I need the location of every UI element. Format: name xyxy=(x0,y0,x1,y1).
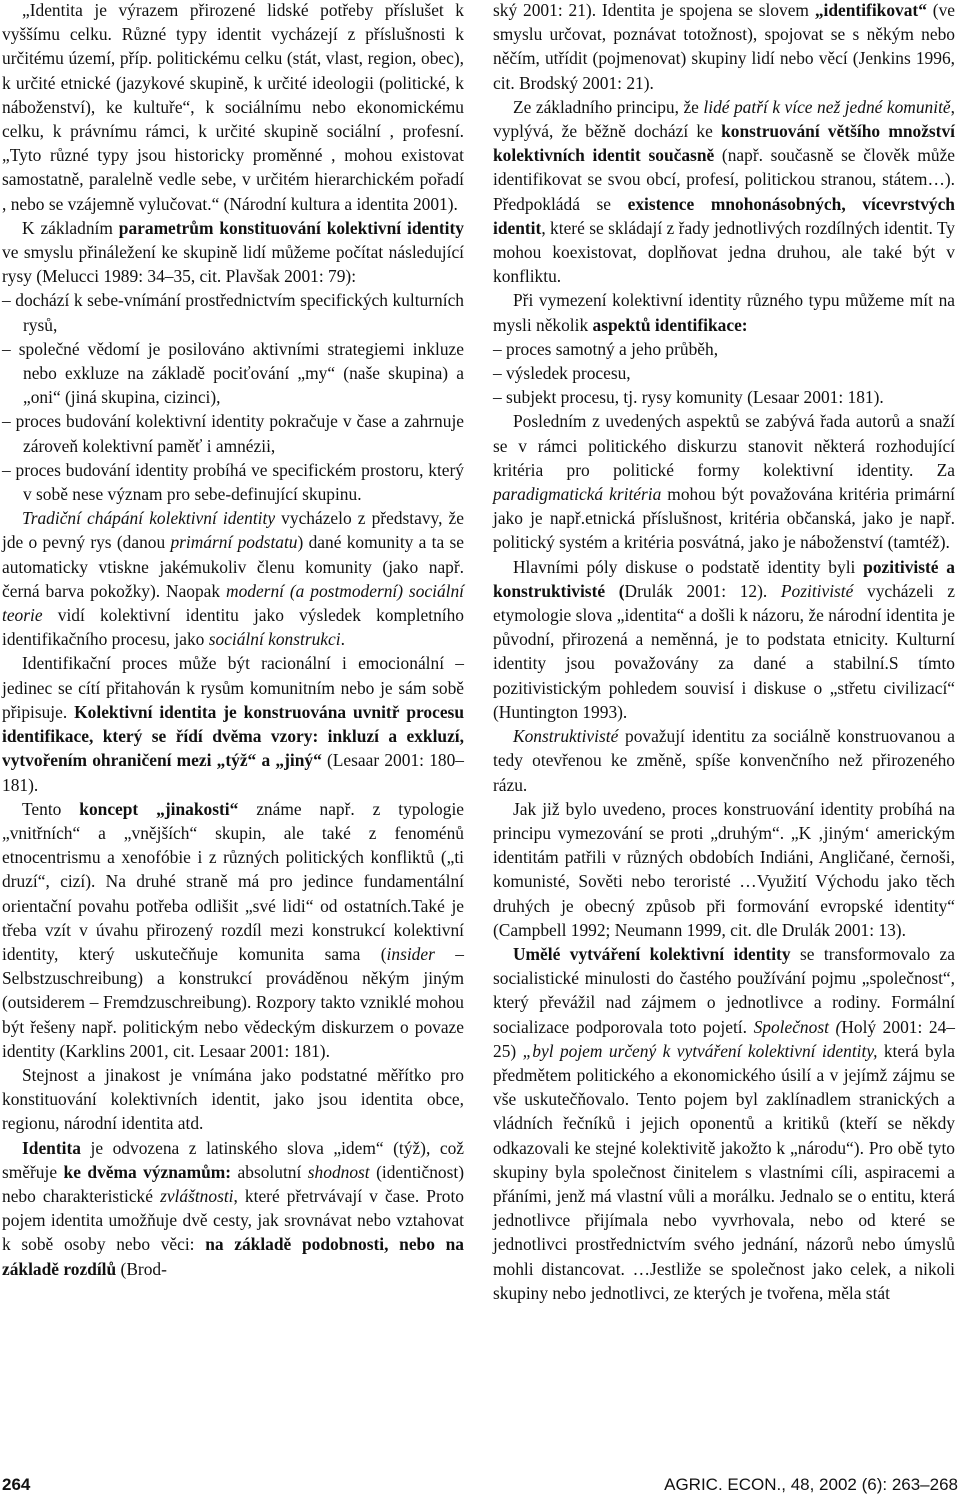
bold-term: ke dvěma významům: xyxy=(63,1161,232,1182)
bold-term: „identifikovat“ xyxy=(814,0,927,20)
italic-term: primární podstatu xyxy=(170,532,298,553)
paragraph xyxy=(2,651,464,796)
italic-term: lidé patří k více než jedné komunitě xyxy=(703,96,951,117)
bold-term: pozitivisté a konstruktivisté ( xyxy=(493,556,955,601)
list-item: – proces samotný a jeho průběh, xyxy=(493,338,719,359)
paragraph xyxy=(493,95,955,289)
text-span: vycházelo z představy, že jde o pevný rys (danou xyxy=(2,508,464,553)
list-item: – subjekt procesu, tj. rysy komunity (Lesaar 2001: 181). xyxy=(493,387,884,408)
paragraph xyxy=(493,555,955,724)
text-span: je odvozena z latinského slova „idem“ (týž), což směřuje xyxy=(2,1137,464,1182)
bold-term: parametrům konstituování kolektivní identity xyxy=(118,217,464,238)
italic-term: shodnost xyxy=(307,1161,370,1182)
paragraph xyxy=(493,942,955,1305)
page-number: 264 xyxy=(2,1475,31,1494)
bold-term: Kolektivní identita je konstruována uvnitř procesu identifikace, který se řídí dvěma vzory: inkluzí a exkluzí, vytvořením ohraničení mezi „týž“ a „jiný“ xyxy=(2,701,464,771)
text-span: – Selbstzuschreibung) a konstrukcí prováděnou někým jiným (outsiderem – Fremdzuschreibung). Rozpory takto vzniklé mohou být řešeny např. politickým nebo vědeckým diskurzem o povaze identity (Karklins 2001, cit. Lesaar 2001: 181). xyxy=(2,943,464,1061)
text-span: Hlavními póly diskuse o podstatě identity byli xyxy=(513,556,864,577)
text-span: Ze základního principu, že xyxy=(513,96,704,117)
right-column xyxy=(493,0,955,1305)
italic-term: Konstruktivisté xyxy=(513,726,619,747)
list-item: – společné vědomí je posilováno aktivními strategiemi inkluze nebo exkluze na základě pociťování „my“ (naše skupina) a „oni“ (jiná skupina, cizinci), xyxy=(2,338,464,408)
list-item: – dochází k sebe-vnímání prostřednictvím specifických kulturních rysů, xyxy=(2,290,464,335)
italic-term: insider xyxy=(386,943,435,964)
italic-term: Tradiční chápání kolektivní identity xyxy=(22,508,276,529)
text-span: „Identita je výrazem přirozené lidské potřeby příslušet k vyššímu celku. Různé typy identit vycházejí z příslušnosti k určitému území, příp. politickému celku (stát, vlast, region, obec), k určité etnické (jazykové skupině, k určité ideologii (politické, k náboženství), ke kultuře“, k sociálnímu nebo ekonomickému celku, k právnímu rámci, k určité skupině sociální , profesní. „Tyto různé typy jsou historicky proměnné , mohou existovat samostatně, paralelně vedle sebe, v určitém hierarchickém pořadí , nebo se vzájemně vylučovat.“ (Národní kultura a identita 2001). xyxy=(2,0,464,214)
text-span: známe např. z typologie „vnitřních“ a „vnějších“ skupin, ale také z fenoménů etnocentrismu a xenofóbie i z různých politických konfliktů („ti druzí“, cizí). Na druhé straně má pro jedince fundamentální orientační povahu potřeba odlišit „své lidi“ od ostatních.Také je třeba vzít v úvahu přirozený rozdíl mezi konstrukcí kolektivní identity, který uskutečňuje komunita sama ( xyxy=(2,798,464,964)
italic-term: Pozitivisté xyxy=(780,580,854,601)
text-span: absolutní xyxy=(231,1161,308,1182)
bold-term: aspektů identifikace: xyxy=(592,314,748,335)
bold-term: Identita xyxy=(22,1137,81,1158)
text-span: . xyxy=(340,629,345,650)
text-span: považují identitu za sociálně konstruovanou a tedy otevřenou ke změně, spíše konvenčního než přirozeného rázu. xyxy=(493,726,955,795)
bold-term: koncept „jinakosti“ xyxy=(79,798,239,819)
paragraph xyxy=(493,409,955,554)
text-span: se transformovalo za socialistické minulosti do častého používání pojmu „společnost“, který převážil nad zájmem o jednotlivce a rodiny. Formální socializace podporovala toto pojetí. xyxy=(493,943,955,1037)
text-span: která byla předmětem politického a ekonomického úsilí a v jejímž zájmu se vše uskutečňovalo. Tento pojem byl zaklínadlem stranických a vládních řečníků i jejich oponentů a kritiků (kteří se někdy odkazovali ke stejné kolektivitě jakožto k „národu“). Pro obě tyto skupiny byla společnost činitelem s vlastními cíli, aspiracemi a přáními, jenž má vlastní vůli a morálku. Jednalo se o entitu, která jednotlivce přijímala nebo vyvrhovala, nebo od které se jednotlivci prostřednictvím svého jednání, názorů nebo úmyslů mohli distancovat. …Jestliže se společnost jako celek, a nikoli skupiny nebo jednotlivci, ze kterých je tvořena, měla stát xyxy=(493,1040,955,1303)
text-span: Drulák 2001: 12). xyxy=(624,580,781,601)
paragraph xyxy=(2,0,464,216)
text-span: ) dané komunity a ta se automaticky vtiskne jakémukoliv členu komunity (jako např. černá barva pokožky). Naopak xyxy=(2,532,464,601)
list-item: – proces budování identity probíhá ve specifickém prostoru, který v sobě nese význam pro sebe-definující skupinu. xyxy=(2,459,464,505)
text-span: mohou být považována kritéria primární jako je např.etnická příslušnost, kritéria občanská, jako je např. politický systém a kritéria posvátná, jako je náboženství (tamtéž). xyxy=(493,484,955,553)
text-span: , vyplývá, že běžně dochází ke xyxy=(493,96,955,142)
text-span: Holý 2001: 24–25) xyxy=(493,1016,955,1061)
italic-term: Společnost ( xyxy=(753,1016,842,1037)
text-span: ve smyslu přináležení ke skupině lidí můžeme počítat následující rysy (Melucci 1989: 34–35, cit. Plavšak 2001: 79): xyxy=(2,242,464,287)
italic-term: zvláštnosti xyxy=(160,1185,234,1206)
paragraph xyxy=(493,0,955,95)
text-span: vycházeli z etymologie slova „identita“ a došli k názoru, že národní identita je původní, přirozená a neměnná, je to podstata etnicity. Kulturní identity jsou považovány za dané a stabilní.S tímto pozitivistickým pohledem souvisí i diskuse o „střetu civilizací“ (Huntington 1993). xyxy=(493,580,955,722)
text-span: Tento xyxy=(22,798,80,819)
bold-term: konstruování většího množství kolektivních identit současně xyxy=(493,121,955,166)
text-span: Posledním z uvedených aspektů se zabývá řada autorů a snaží se v rámci politického diskurzu stanovit některá rozhodující kritéria pro politické formy kolektivní identity. Za xyxy=(493,411,955,480)
italic-term: moderní (a postmoderní) sociální teorie xyxy=(2,580,465,626)
text-span: (ve smyslu určovat, poznávat totožnost), spojovat se s někým nebo něčím, utřídit (pojmenovat) skupiny lidí nebo věcí (Jenkins 1996, cit. Brodský 2001: 21). xyxy=(493,0,956,93)
italic-term: paradigmatická kritéria xyxy=(493,484,662,505)
italic-term: „byl pojem určený k vytváření kolektivní identity, xyxy=(522,1040,878,1061)
text-span: vidí kolektivní identitu jako výsledek kompletního identifikačního procesu, jako xyxy=(2,605,464,650)
page-footer xyxy=(0,1475,960,1501)
journal-reference: AGRIC. ECON., 48, 2002 (6): 263–268 xyxy=(664,1475,958,1494)
paragraph: Stejnost a jinakost je vnímána jako podstatné měřítko pro konstituování kolektivních identit, jako jsou identita obce, regionu, národní identita atd. xyxy=(2,1064,464,1134)
paragraph xyxy=(2,216,464,289)
left-column xyxy=(2,0,464,1281)
paragraph xyxy=(493,288,955,336)
text-span: K základním xyxy=(22,217,119,238)
paragraph xyxy=(2,506,464,651)
text-span: (Brod- xyxy=(116,1258,167,1279)
bold-term: existence mnohonásobných, vícevrstvých identit xyxy=(493,193,955,238)
text-span: (identičnost) nebo charakteristické xyxy=(2,1161,464,1206)
text-span: , které přetrvávají v čase. Proto pojem identita umožňuje dvě cesty, jak srovnávat nebo vztahovat k sobě osoby nebo věci: xyxy=(2,1185,464,1255)
paragraph xyxy=(493,724,955,797)
italic-term: sociální konstrukci xyxy=(208,629,341,650)
paragraph xyxy=(2,1136,464,1281)
bold-term: Umělé vytváření kolektivní identity xyxy=(513,943,791,964)
text-span: (např. současně se člověk může identifikovat se svou obcí, profesí, politickou stranou, státem…). Předpokládá se xyxy=(493,145,956,214)
bold-term: na základě podobnosti, nebo na základě rozdílů xyxy=(2,1234,464,1279)
text-span: Identifikační proces může být racionální i emocionální – jedinec se cítí přitahován k rysům komunitním nebo je sám sobě připisuje. xyxy=(2,653,464,722)
paragraph: Jak již bylo uvedeno, proces konstruování identity probíhá na principu vymezování se proti „druhým“. „K ‚jiným‘ americkým identitám patřili v různých obdobích Indiáni, Angličané, černoši, komunisté, Sověti nebo teroristé …Využití Východu jako těch druhých je obecný způsob při formování evropské identity“ (Campbell 1992; Neumann 1999, cit. dle Drulák 2001: 13). xyxy=(493,798,955,940)
text-span: (Lesaar 2001: 180–181). xyxy=(2,750,464,795)
list-item: – proces budování kolektivní identity pokračuje v čase a zahrnuje zároveň kolektivní paměť i amnézii, xyxy=(2,411,464,456)
text-span: Při vymezení kolektivní identity různého typu můžeme mít na mysli několik xyxy=(493,290,955,335)
list-item: – výsledek procesu, xyxy=(493,363,631,384)
paragraph xyxy=(2,797,464,1063)
text-span: ský 2001: 21). Identita je spojena se slovem xyxy=(493,0,815,20)
text-span: , které se skládají z řady jednotlivých rozdílných identit. Ty mohou koexistovat, doplňovat jedna druhou, ale také být v konfliktu. xyxy=(493,217,955,287)
